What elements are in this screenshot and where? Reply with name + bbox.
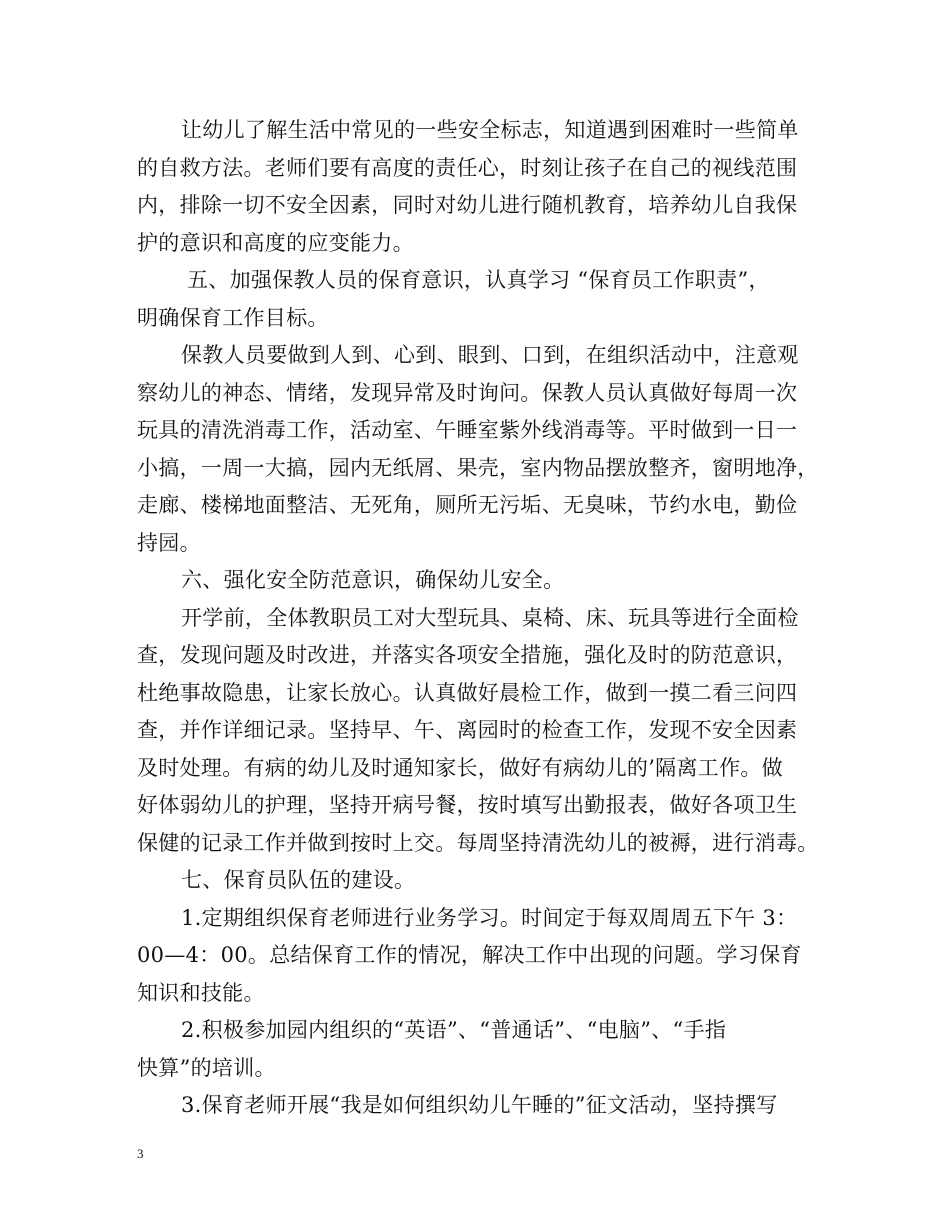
paragraph-line: 内，排除一切不安全因素，同时对幼儿进行随机教育，培养幼儿自我保 (137, 193, 798, 217)
paragraph-line: 杜绝事故隐患，让家长放心。认真做好晨检工作，做到一摸二看三问四 (137, 680, 798, 705)
list-item-1-continued: 00—4：00。总结保育工作的情况，解决工作中出现的问题。学习保育 (137, 943, 802, 967)
section-heading-5-continued: 明确保育工作目标。 (137, 305, 329, 330)
paragraph-line: 走廊、楼梯地面整洁、无死角，厕所无污垢、无臭味，节约水电，勤俭 (137, 493, 798, 517)
section-heading-5: 五、加强保教人员的保育意识，认真学习 “保育员工作职责”， (187, 268, 770, 292)
paragraph-line: 的自救方法。老师们要有高度的责任心，时刻让孩子在自己的视线范围 (137, 155, 798, 180)
paragraph-line: 护的意识和高度的应变能力。 (137, 230, 414, 255)
page-number: 3 (137, 1146, 144, 1161)
paragraph-line: 玩具的清洗消毒工作，活动室、午睡室紫外线消毒等。平时做到一日一 (137, 418, 798, 442)
paragraph-line: 察幼儿的神态、情绪，发现异常及时询问。保教人员认真做好每周一次 (137, 380, 798, 405)
list-item-1: 1.定期组织保育老师进行业务学习。时间定于每双周周五下午 3： (181, 905, 798, 930)
list-item-1-continued: 知识和技能。 (137, 980, 265, 1005)
paragraph-line: 保健的记录工作并做到按时上交。每周坚持清洗幼儿的被褥，进行消毒。 (137, 830, 819, 855)
paragraph-line: 好体弱幼儿的护理，坚持开病号餐，按时填写出勤报表，做好各项卫生 (137, 793, 798, 817)
section-heading-7: 七、保育员队伍的建设。 (181, 868, 416, 892)
paragraph-line: 及时处理。有病的幼儿及时通知家长，做好有病幼儿的’隔离工作。做 (137, 755, 783, 780)
paragraph-line: 保教人员要做到人到、心到、眼到、口到，在组织活动中，注意观 (181, 343, 799, 367)
paragraph-line: 让幼儿了解生活中常见的一些安全标志，知道遇到困难时一些简单 (181, 118, 799, 142)
list-item-2-continued: 快算”的培训。 (137, 1055, 276, 1080)
section-heading-6: 六、强化安全防范意识，确保幼儿安全。 (181, 568, 565, 592)
paragraph-line: 小搞，一周一大搞，园内无纸屑、果壳，室内物品摆放整齐，窗明地净， (137, 455, 819, 480)
paragraph-line: 开学前，全体教职员工对大型玩具、桌椅、床、玩具等进行全面检 (181, 605, 799, 630)
list-item-3: 3.保育老师开展“我是如何组织幼儿午睡的”征文活动，坚持撰写 (181, 1093, 778, 1117)
paragraph-line: 查，发现问题及时改进，并落实各项安全措施，强化及时的防范意识， (137, 643, 798, 667)
paragraph-line: 查，并作详细记录。坚持早、午、离园时的检查工作，发现不安全因素 (137, 718, 798, 742)
paragraph-line: 持园。 (137, 530, 201, 555)
list-item-2: 2.积极参加园内组织的“英语”、“普通话”、“电脑”、“手指 (181, 1018, 727, 1042)
body-text (137, 112, 827, 1125)
